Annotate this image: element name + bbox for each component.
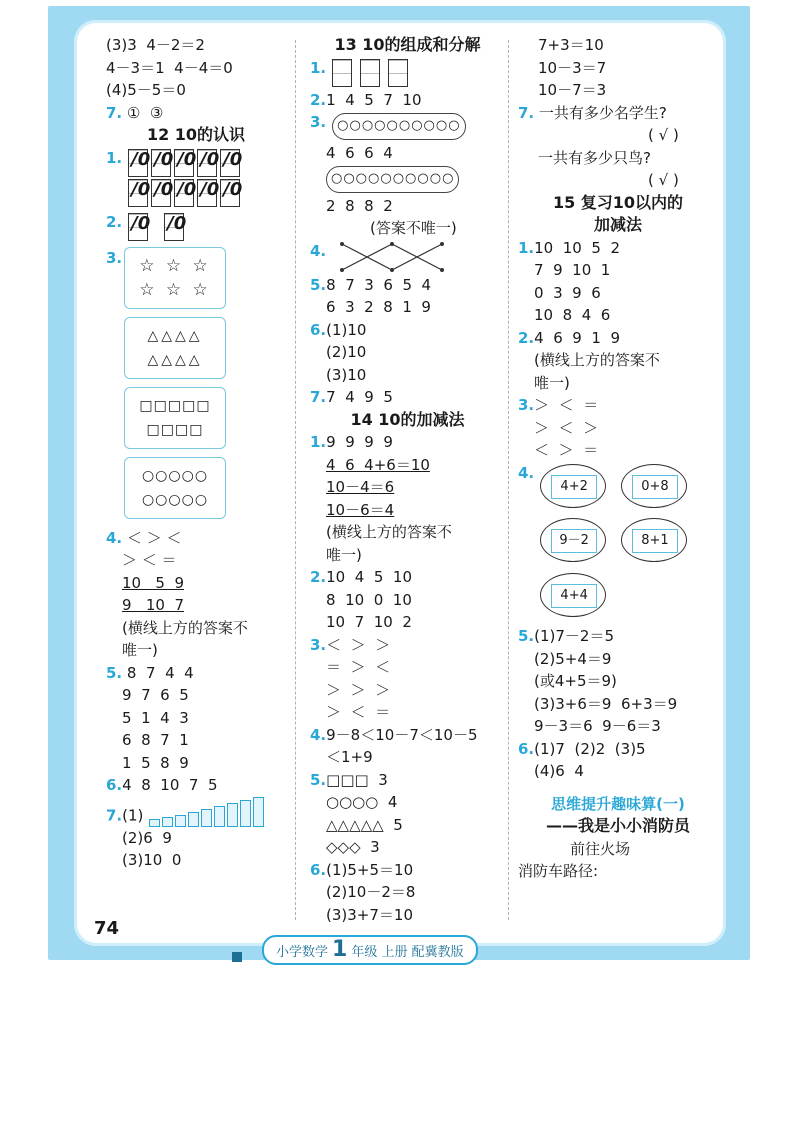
question-number: 5. — [106, 663, 123, 682]
answer-line: 10－4＝6 — [326, 478, 395, 496]
answer-item — [310, 386, 505, 409]
section-title: 13 10的组成和分解 — [334, 35, 481, 54]
answer-line: (4)6 4 — [534, 762, 584, 780]
answer-item — [106, 662, 286, 685]
question-number: 3. — [106, 248, 123, 267]
writing-box — [332, 59, 352, 87]
answer-line: 10 7 10 2 — [326, 613, 412, 631]
answer-line: (3)3 4－2＝2 — [106, 36, 205, 54]
answer-line: 4 6 6 4 — [326, 143, 393, 162]
answer-line: 6 3 2 8 1 9 — [326, 298, 431, 316]
answer-text: 1 4 5 7 10 — [326, 90, 422, 109]
subject-label: 小学数学 — [276, 945, 329, 960]
answer-line: (或4+5＝9) — [534, 672, 617, 690]
question-number: 7. — [106, 806, 123, 824]
answer-item — [310, 319, 505, 342]
question-number: 1. — [310, 433, 327, 451]
answer-item — [106, 527, 286, 550]
answer-text: ＞ ＜ ＝ — [534, 396, 599, 414]
check-mark: ( √ ) — [648, 171, 679, 189]
matching-lines — [332, 240, 482, 274]
envelope-expression: 4+4 — [551, 584, 597, 608]
answer-line: 9－3＝6 9－6＝3 — [534, 717, 661, 735]
shape-group: □□□□□ □□□□ — [139, 397, 211, 438]
writing-row — [128, 148, 243, 177]
answer-line: 2 8 8 2 — [326, 196, 393, 215]
question-number: 5. — [310, 275, 327, 294]
answer-line: 10－3＝7 — [538, 58, 607, 77]
shape-group: ☆ ☆ ☆ ☆ ☆ ☆ — [139, 255, 211, 300]
question-number: 7. — [106, 103, 123, 122]
envelope-oval — [540, 464, 606, 508]
question-number: 5. — [310, 770, 327, 789]
answer-line: 10－7＝3 — [538, 81, 607, 99]
page-number: 74 — [94, 918, 120, 939]
answer-line: 9 7 6 5 — [122, 686, 189, 704]
answer-text: (1) — [122, 806, 144, 824]
answer-line: (3)3+7＝10 — [326, 905, 413, 924]
answer-line: ＝ ＞ ＜ — [326, 658, 391, 676]
answer-item — [310, 769, 505, 792]
envelope-expression: 0+8 — [632, 475, 678, 499]
check-mark: ( √ ) — [648, 126, 679, 144]
question-number: 3. — [310, 635, 327, 654]
question-number: 4. — [106, 528, 123, 547]
question-number: 1. — [310, 58, 327, 77]
writing-box — [360, 59, 380, 87]
question-number: 6. — [106, 776, 123, 794]
answer-line: (2)6 9 — [122, 828, 172, 847]
answer-line: 消防车路径: — [518, 862, 599, 880]
question-number: 2. — [310, 568, 327, 586]
question-number: 2. — [310, 90, 327, 109]
writing-row — [128, 212, 187, 241]
answer-text: (1)7 (2)2 (3)5 — [534, 739, 646, 758]
question-number: 5. — [518, 627, 535, 645]
answer-text: 7 4 9 5 — [326, 388, 393, 406]
writing-box: /0 — [220, 149, 240, 177]
answer-line: ◇◇◇ 3 — [326, 838, 380, 856]
answer-line: 5 1 4 3 — [122, 708, 189, 727]
circle-group: ○○○○○○○○○○ — [326, 166, 459, 193]
answer-item — [310, 431, 505, 454]
answer-line: 10 5 9 — [122, 573, 185, 592]
writing-row — [128, 178, 243, 207]
question-number: 7. — [518, 103, 535, 122]
answer-item — [310, 274, 505, 297]
answer-item — [310, 724, 505, 747]
answer-text: 4 8 10 7 5 — [122, 776, 218, 794]
question-number: 3. — [310, 113, 327, 131]
answer-text: ① ③ — [126, 103, 164, 122]
writing-box: /0 — [220, 179, 240, 207]
answer-column-1 — [106, 34, 286, 872]
answer-line: ＜ ＞ ＝ — [534, 441, 599, 459]
fun-section-title: 思维提升趣味算(一) — [551, 794, 685, 813]
question-number: 4. — [518, 463, 535, 482]
answer-item — [518, 738, 718, 761]
answer-note: (答案不唯一) — [370, 219, 457, 237]
answer-note: 唯一) — [122, 641, 158, 659]
answer-item — [310, 859, 505, 882]
answer-line: 7 9 10 1 — [534, 261, 611, 279]
question-number: 2. — [106, 212, 123, 231]
question-number: 7. — [310, 388, 327, 406]
book-label-badge — [262, 935, 478, 965]
writing-box: /0 — [128, 149, 148, 177]
answer-line: 6 8 7 1 — [122, 731, 189, 749]
answer-line: (3)3+6＝9 6+3＝9 — [534, 694, 678, 713]
answer-line: 10－6＝4 — [326, 500, 395, 519]
answer-line: (3)10 — [326, 365, 367, 384]
answer-text: 9 9 9 9 — [326, 433, 393, 451]
answer-text: 10 4 5 10 — [326, 568, 413, 586]
question-number: 6. — [310, 860, 327, 879]
answer-line: ＜1+9 — [326, 748, 373, 766]
answer-text: 8 7 4 4 — [126, 663, 194, 682]
shape-group: ○○○○○ ○○○○○ — [141, 467, 209, 508]
writing-box: /0 — [151, 179, 171, 207]
answer-item — [518, 327, 718, 350]
answer-line: 前往火场 — [570, 839, 631, 858]
answer-text: □□□ 3 — [326, 770, 388, 789]
column-divider — [295, 40, 296, 920]
answer-item — [106, 774, 286, 797]
question-number: 1. — [518, 238, 535, 257]
answer-text: (1)10 — [326, 320, 367, 339]
writing-box: /0 — [128, 179, 148, 207]
shape-group: △△△△ △△△△ — [147, 327, 203, 368]
answer-line: 10 8 4 6 — [534, 306, 611, 324]
envelope-oval — [621, 464, 687, 508]
answer-line: ＞ ＜ ＝ — [122, 551, 177, 569]
circle-group: ○○○○○○○○○○ — [332, 113, 465, 140]
shape-card — [124, 457, 226, 519]
writing-box: /0 — [197, 149, 217, 177]
column-divider — [508, 40, 509, 920]
answer-text: (1)7－2＝5 — [534, 627, 615, 645]
answer-line: 一共有多少只鸟? — [538, 148, 651, 167]
answer-line: (2)5+4＝9 — [534, 649, 612, 668]
grade-label: 年级 上册 配冀教版 — [351, 945, 464, 960]
answer-item — [518, 394, 718, 417]
answer-line: (2)10－2＝8 — [326, 883, 416, 901]
answer-column-2 — [310, 34, 505, 926]
section-title: 14 10的加减法 — [350, 409, 465, 429]
writing-row — [332, 59, 408, 87]
answer-item — [310, 111, 505, 142]
answer-line: 0 3 9 6 — [534, 283, 601, 302]
question-number: 6. — [518, 739, 535, 758]
shape-card — [124, 317, 226, 379]
answer-line: ○○○○ 4 — [326, 793, 398, 811]
answer-line: 4 6 4+6＝10 — [326, 455, 430, 474]
answer-item — [106, 102, 286, 125]
answer-text: ＜ ＞ ＞ — [326, 635, 391, 654]
answer-item — [518, 462, 718, 626]
answer-text: ＜ ＞ ＜ — [126, 528, 182, 547]
answer-item — [310, 240, 505, 274]
answer-item — [310, 89, 505, 112]
answer-item — [310, 634, 505, 657]
section-title: 12 10的认识 — [146, 125, 246, 144]
answer-line: ＞ ＞ ＞ — [326, 680, 391, 699]
answer-text: (1)5+5＝10 — [326, 860, 414, 879]
writing-box: /0 — [164, 213, 184, 241]
question-number: 4. — [310, 725, 327, 744]
writing-box: /0 — [197, 179, 217, 207]
answer-note: 唯一) — [534, 373, 570, 392]
writing-box: /0 — [151, 149, 171, 177]
section-title: 加减法 — [593, 215, 642, 234]
answer-item — [106, 211, 286, 243]
fun-section-subtitle: ——我是小小消防员 — [545, 816, 690, 835]
question-number: 3. — [518, 396, 535, 414]
answer-text: 一共有多少名学生? — [538, 103, 667, 122]
footer-marker — [232, 952, 242, 962]
question-number: 2. — [518, 328, 535, 347]
answer-item — [310, 57, 505, 89]
answer-item — [518, 102, 718, 125]
answer-line: (2)10 — [326, 343, 367, 361]
answer-item — [106, 797, 286, 827]
writing-box — [388, 59, 408, 87]
answer-text: 8 7 3 6 5 4 — [326, 275, 432, 294]
answer-line: ＞ ＜ ＞ — [534, 418, 599, 437]
answer-note: (横线上方的答案不 — [122, 618, 248, 637]
envelope-oval — [621, 518, 687, 562]
question-number: 1. — [106, 148, 123, 167]
envelope-oval — [540, 573, 606, 617]
answer-line: 7+3＝10 — [538, 36, 604, 54]
answer-item — [310, 566, 505, 589]
writing-box: /0 — [174, 149, 194, 177]
answer-item — [106, 147, 286, 209]
answer-text: 9－8＜10－7＜10－5 — [326, 725, 478, 744]
writing-box: /0 — [174, 179, 194, 207]
answer-item — [518, 237, 718, 260]
answer-note: 唯一) — [326, 545, 362, 564]
answer-line: 9 10 7 — [122, 596, 185, 614]
shape-card — [124, 247, 226, 309]
answer-line: (4)5－5＝0 — [106, 81, 186, 99]
answer-note: (横线上方的答案不 — [534, 351, 660, 369]
bar-figure — [149, 797, 264, 827]
answer-line: ＞ ＜ ＝ — [326, 703, 391, 721]
section-title: 15 复习10以内的 — [552, 192, 684, 212]
envelope-expression: 9－2 — [551, 529, 597, 553]
answer-line: (3)10 0 — [122, 851, 182, 869]
answer-text: 10 10 5 2 — [534, 238, 621, 257]
envelope-expression: 8+1 — [632, 529, 678, 553]
answer-line: 8 10 0 10 — [326, 590, 412, 609]
answer-item — [518, 625, 718, 648]
envelope-expression: 4+2 — [551, 475, 597, 499]
answer-line: △△△△△ 5 — [326, 815, 403, 834]
answer-text: 4 6 9 1 9 — [534, 328, 621, 347]
answer-line: 1 5 8 9 — [122, 753, 189, 772]
answer-note: (横线上方的答案不 — [326, 523, 452, 541]
shape-card — [124, 387, 226, 449]
question-number: 4. — [310, 241, 327, 260]
answer-line: 4－3＝1 4－4＝0 — [106, 58, 233, 77]
question-number: 6. — [310, 320, 327, 339]
answer-item — [106, 247, 286, 519]
writing-box: /0 — [128, 213, 148, 241]
grade-number: 1 — [332, 937, 348, 962]
answer-column-3 — [518, 34, 718, 883]
envelope-oval — [540, 518, 606, 562]
